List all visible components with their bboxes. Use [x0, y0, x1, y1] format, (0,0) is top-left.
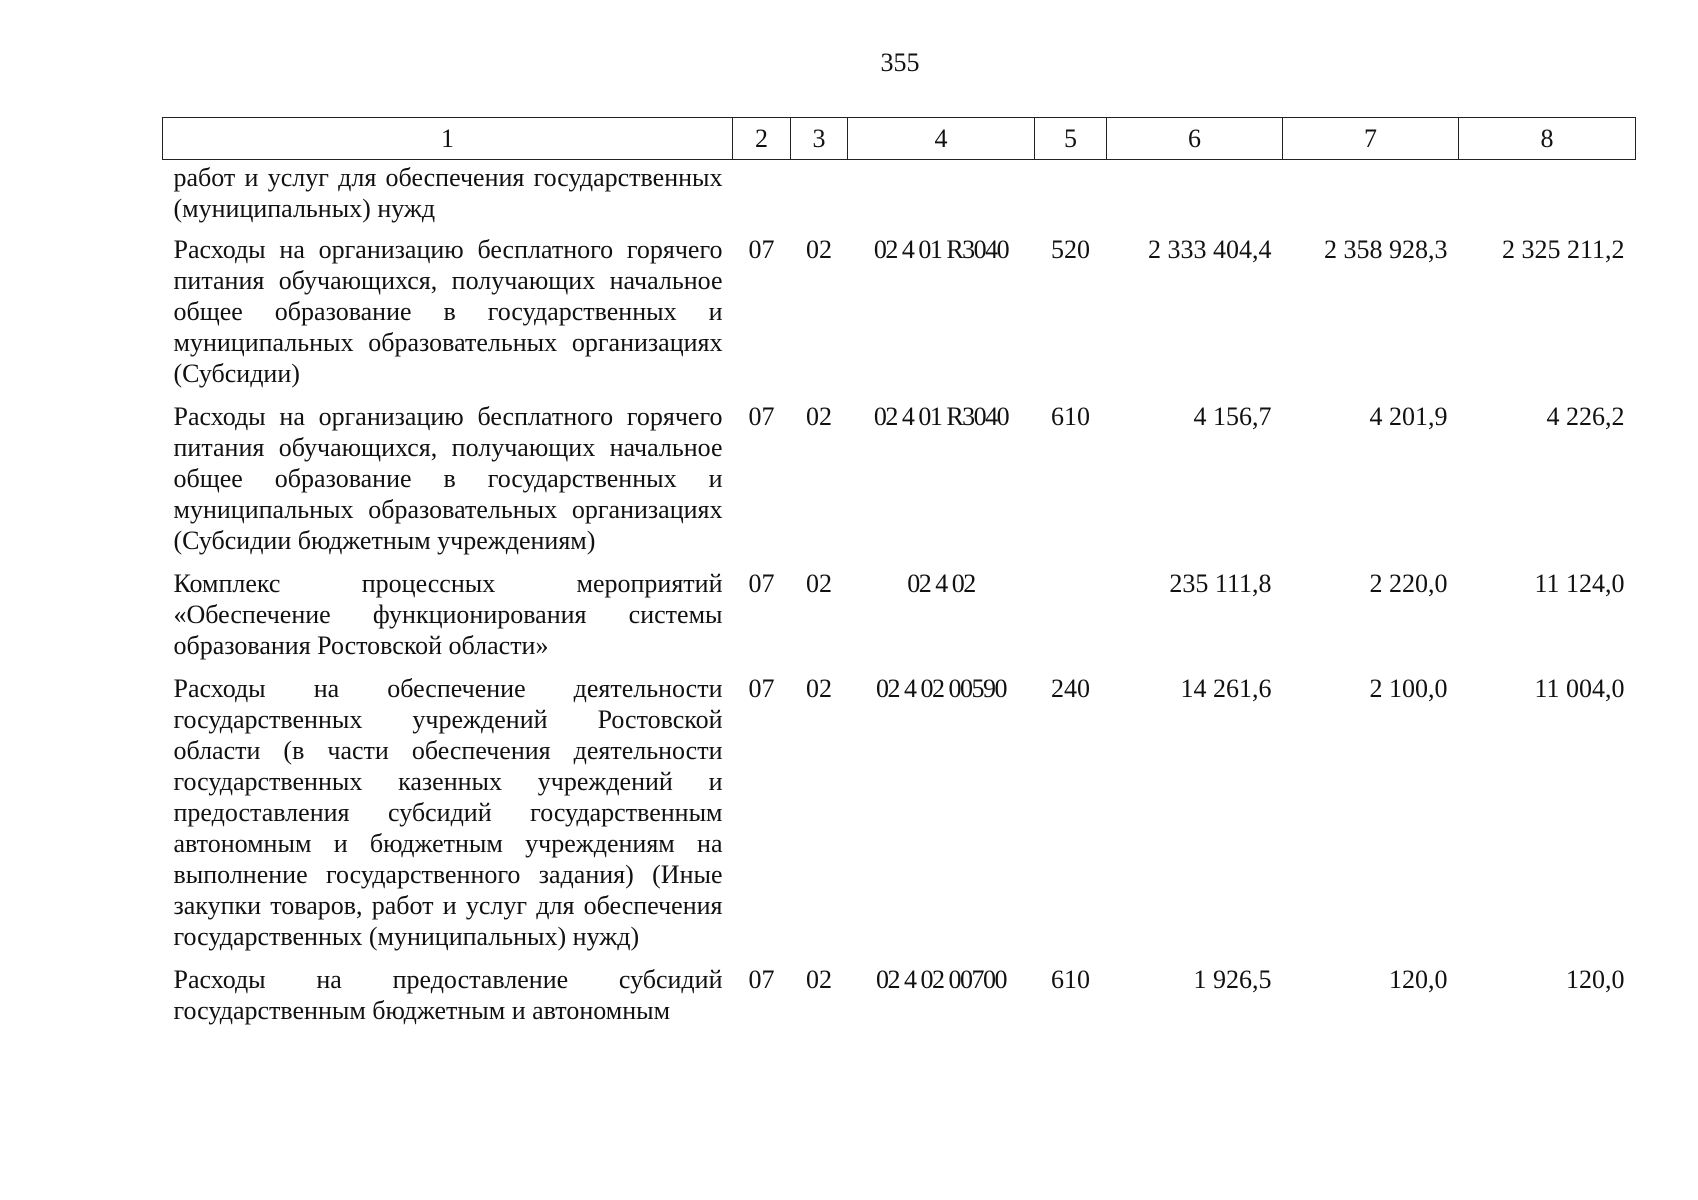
row-section-code: [733, 160, 791, 229]
row-description: Расходы на организацию бесплатного горячего питания обучающихся, получающих начальное общее образование в государственных и муниципальных образовательных организациях (Субсидии бюджетным учреждениям): [173, 402, 723, 555]
row-amount-year-2: 4 201,9: [1369, 402, 1448, 431]
row-amount-year-1: [1107, 160, 1283, 229]
row-amount-year-2: 2 220,0: [1369, 569, 1448, 598]
row-description: Расходы на предоставление субсидий государственным бюджетным и автономным: [173, 965, 723, 1025]
table-row: [163, 562, 1636, 667]
table-row: [163, 160, 1636, 229]
page-number: 355: [880, 48, 920, 77]
row-section-code: 07: [748, 569, 775, 598]
row-subsection-code: 02: [806, 965, 832, 994]
row-description: работ и услуг для обеспечения государственных (муниципальных) нужд: [173, 163, 723, 223]
row-subsection-code: [791, 160, 848, 229]
row-amount-year-3: 2 325 211,2: [1501, 235, 1625, 264]
row-subsection-code: 02: [806, 402, 832, 431]
row-expense-type-code: 520: [1051, 235, 1090, 264]
row-amount-year-1: 1 926,5: [1193, 965, 1272, 994]
row-amount-year-3: 11 124,0: [1534, 569, 1625, 598]
column-header-2: 2: [733, 118, 791, 160]
budget-table: [162, 117, 1636, 1032]
row-section-code: 07: [748, 235, 775, 264]
column-header-8: 8: [1459, 118, 1636, 160]
column-header-6: 6: [1107, 118, 1283, 160]
row-target-article-code: 02 4 01 R3040: [873, 402, 1009, 431]
table-header-row: [163, 118, 1636, 160]
column-header-5: 5: [1035, 118, 1107, 160]
row-amount-year-1: 2 333 404,4: [1148, 235, 1272, 264]
row-amount-year-1: 235 111,8: [1169, 569, 1272, 598]
row-section-code: 07: [748, 674, 775, 703]
column-header-4: 4: [848, 118, 1035, 160]
row-section-code: 07: [748, 402, 775, 431]
row-amount-year-2: 2 100,0: [1369, 674, 1448, 703]
row-target-article-code: 02 4 02: [907, 569, 975, 598]
row-target-article-code: [848, 160, 1035, 229]
row-target-article-code: 02 4 02 00590: [876, 674, 1006, 703]
row-amount-year-1: 14 261,6: [1180, 674, 1272, 703]
row-amount-year-2: [1283, 160, 1459, 229]
column-header-7: 7: [1283, 118, 1459, 160]
table-row: [163, 228, 1636, 395]
row-expense-type-code: [1035, 562, 1107, 667]
row-expense-type-code: 610: [1051, 965, 1090, 994]
table-row: [163, 667, 1636, 958]
row-amount-year-3: 11 004,0: [1534, 674, 1625, 703]
table-row: [163, 395, 1636, 562]
row-description: Комплекс процессных мероприятий «Обеспечение функционирования системы образования Ростовской области»: [173, 569, 723, 660]
row-description: Расходы на обеспечение деятельности государственных учреждений Ростовской области (в части обеспечения деятельности государственных казенных учреждений и предоставления субсидий государственным автономным и бюджетным учреждениям на выполнение государственного задания) (Иные закупки товаров, работ и услуг для обеспечения государственных (муниципальных) нужд): [173, 674, 723, 951]
column-header-1: 1: [163, 118, 733, 160]
row-amount-year-2: 120,0: [1389, 965, 1448, 994]
row-expense-type-code: 240: [1051, 674, 1090, 703]
row-expense-type-code: 610: [1051, 402, 1090, 431]
row-section-code: 07: [748, 965, 775, 994]
row-amount-year-3: 120,0: [1566, 965, 1625, 994]
row-amount-year-3: [1459, 160, 1636, 229]
row-description: Расходы на организацию бесплатного горячего питания обучающихся, получающих начальное общее образование в государственных и муниципальных образовательных организациях (Субсидии): [173, 235, 723, 388]
row-subsection-code: 02: [806, 235, 832, 264]
table-row: [163, 958, 1636, 1032]
row-target-article-code: 02 4 01 R3040: [873, 235, 1009, 264]
row-subsection-code: 02: [806, 569, 832, 598]
column-header-3: 3: [791, 118, 848, 160]
row-amount-year-2: 2 358 928,3: [1324, 235, 1448, 264]
row-subsection-code: 02: [806, 674, 832, 703]
row-amount-year-1: 4 156,7: [1193, 402, 1272, 431]
row-target-article-code: 02 4 02 00700: [876, 965, 1006, 994]
row-amount-year-3: 4 226,2: [1546, 402, 1625, 431]
row-expense-type-code: [1035, 160, 1107, 229]
